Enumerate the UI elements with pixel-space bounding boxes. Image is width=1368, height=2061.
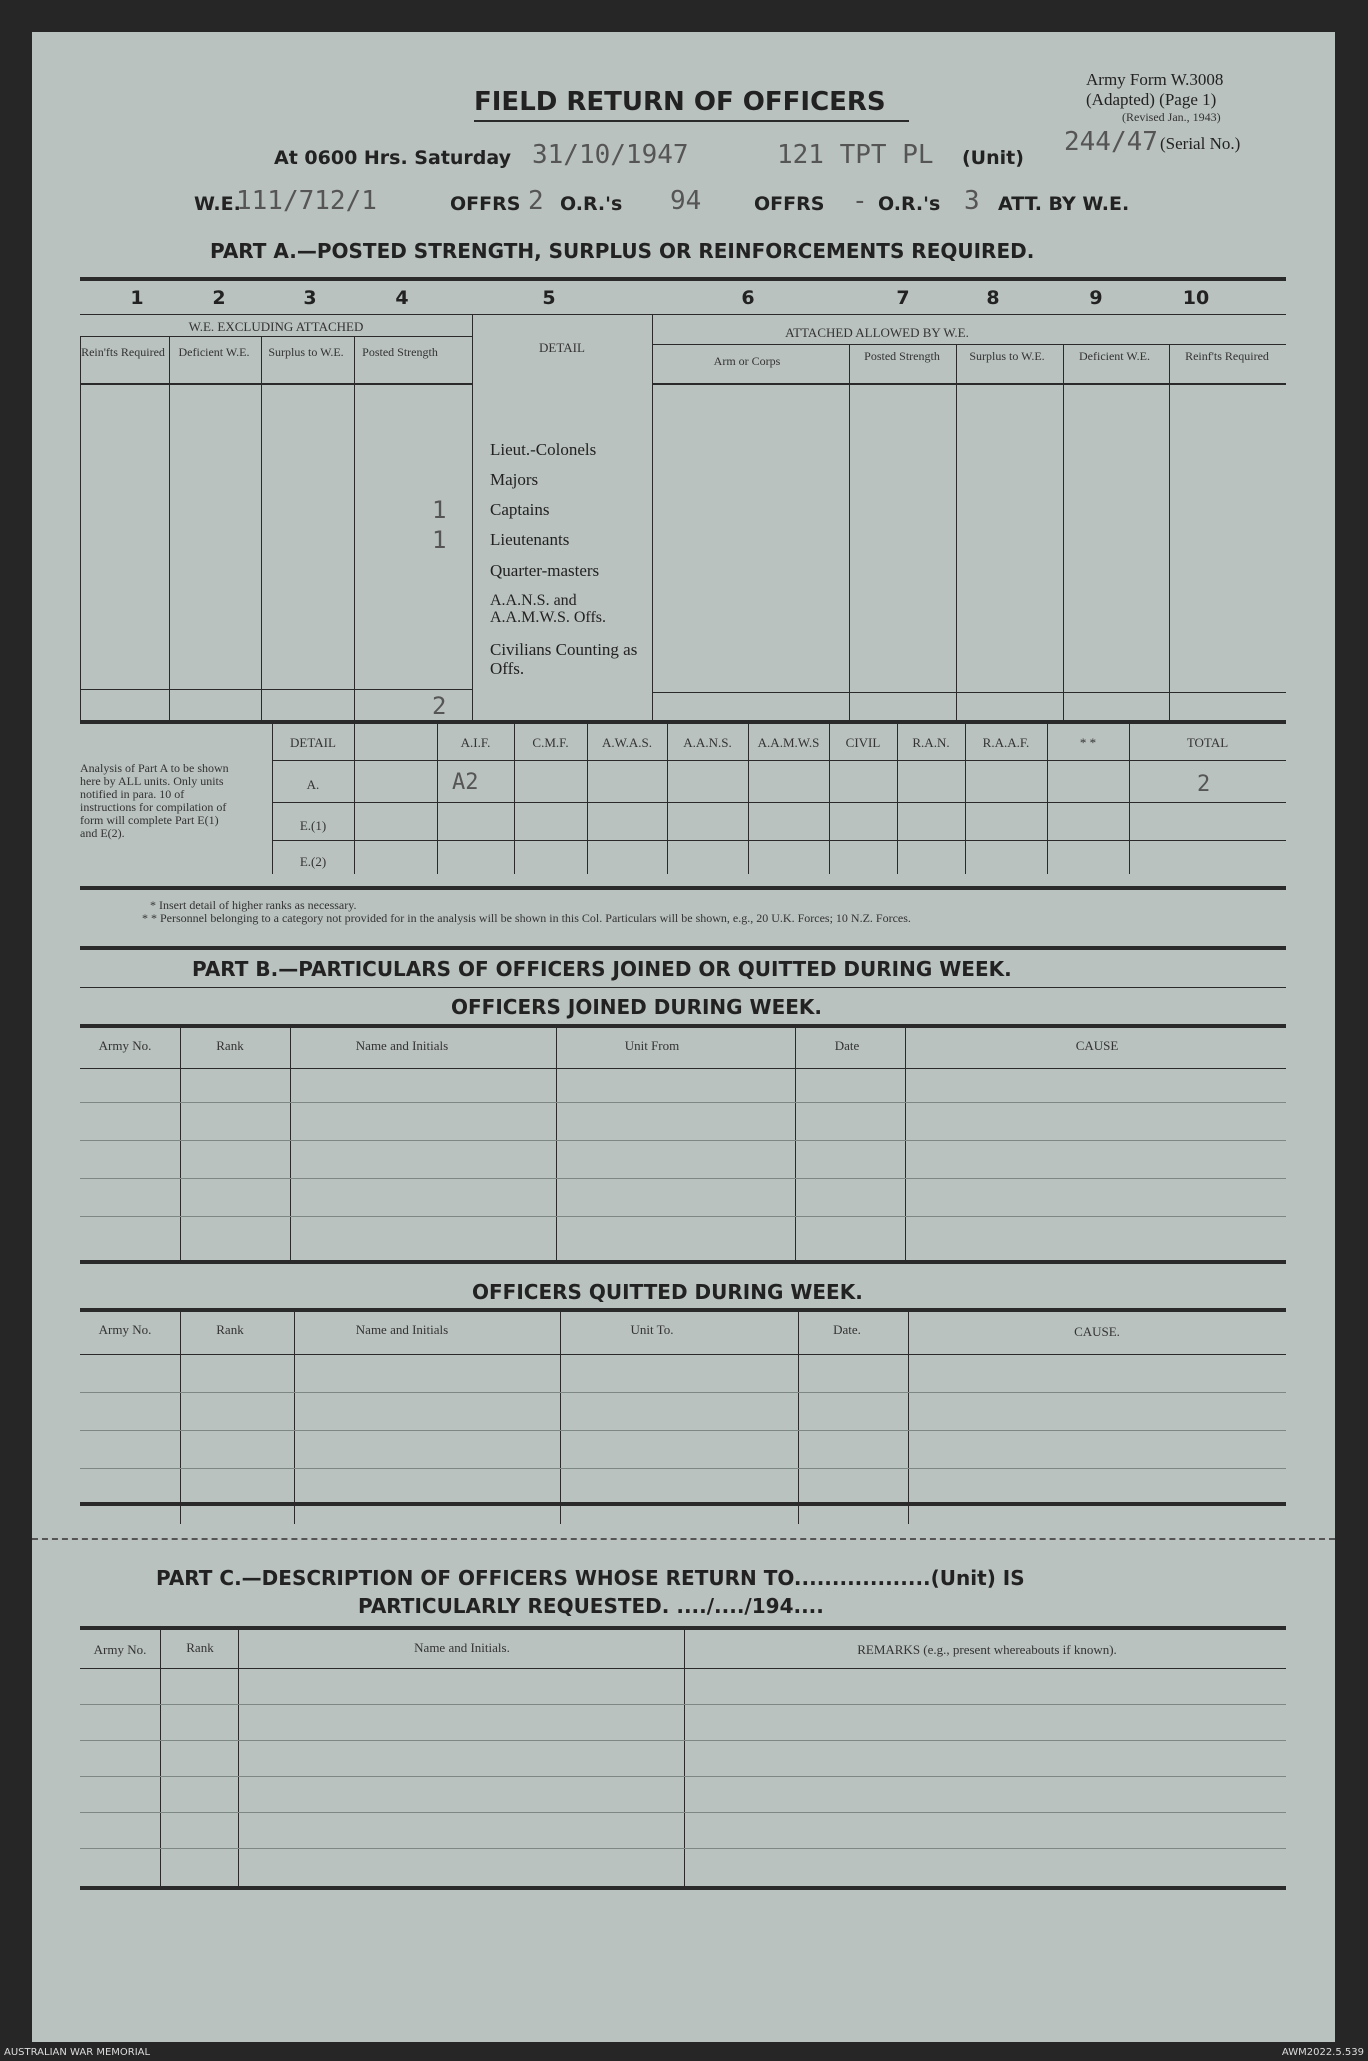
part-c-rule [80, 1848, 1286, 1849]
an-hdr-aif: A.I.F. [460, 735, 491, 750]
part-b-title: PART B.—PARTICULARS OF OFFICERS JOINED OR QUITTED DURING WEEK. [192, 957, 1012, 981]
group-left-header: W.E. EXCLUDING ATTACHED [188, 319, 364, 334]
partc-hdr-army-no: Army No. [93, 1642, 147, 1657]
part-a-rule [652, 314, 653, 720]
title-underline [474, 120, 909, 122]
col-num-6: 6 [741, 287, 755, 309]
offrs2-value: - [852, 186, 868, 216]
an-hdr-raaf: R.A.A.F. [982, 735, 1030, 750]
part-a-rule [652, 344, 1286, 345]
an-hdr-aamws: A.A.M.W.S [757, 735, 820, 750]
joined-rule [290, 1028, 291, 1260]
form-page [32, 32, 1335, 2042]
part-c-title-1: PART C.—DESCRIPTION OF OFFICERS WHOSE RETURN TO..................(Unit) IS [156, 1566, 1025, 1590]
quitted-rule [560, 1312, 561, 1524]
an-row-e1: E.(1) [299, 818, 327, 833]
serial-label: (Serial No.) [1160, 134, 1241, 153]
hdr-att-posted: Posted Strength [864, 349, 940, 363]
rank-captains: Captains [490, 500, 550, 519]
hdr-att-surplus: Surplus to W.E. [969, 349, 1045, 363]
joined-hdr-army-no: Army No. [98, 1038, 152, 1053]
joined-rule [180, 1028, 181, 1260]
col-num-7: 7 [896, 287, 910, 309]
quitted-rule [908, 1312, 909, 1524]
part-a-rule [80, 720, 1286, 724]
footer-archive-name: AUSTRALIAN WAR MEMORIAL [4, 2047, 151, 2058]
col-num-8: 8 [986, 287, 1000, 309]
an-hdr-aans: A.A.N.S. [683, 735, 732, 750]
quitted-rule [80, 1392, 1286, 1393]
joined-rule [80, 1260, 1286, 1264]
an-hdr-detail: DETAIL [290, 735, 336, 750]
joined-hdr-unit-from: Unit From [624, 1038, 680, 1053]
ors-value: 94 [670, 186, 702, 216]
part-c-title-2: PARTICULARLY REQUESTED. ..../..../194.... [358, 1594, 824, 1618]
col-num-5: 5 [542, 287, 556, 309]
an-aif-value: A2 [452, 770, 479, 795]
joined-rule [80, 1216, 1286, 1217]
part-a-rule [80, 336, 472, 337]
page-title: FIELD RETURN OF OFFICERS [474, 87, 886, 117]
joined-hdr-name: Name and Initials [355, 1038, 449, 1053]
joined-rule [80, 1102, 1286, 1103]
footnote-2: * * Personnel belonging to a category not provided for in the analysis will be shown in this Col. Particulars will be shown, e.g., 20 U.K. Forces; 10 N.Z. Forces. [142, 911, 911, 925]
unit-value: 121 TPT PL [777, 140, 934, 170]
quitted-hdr-date: Date. [833, 1322, 861, 1337]
quitted-rule [80, 1468, 1286, 1469]
rank-aans: A.A.N.S. and A.A.M.W.S. Offs. [490, 592, 607, 626]
part-c-rule [80, 1740, 1286, 1741]
part-c-rule [80, 1668, 1286, 1669]
an-hdr-awas: A.W.A.S. [601, 735, 653, 750]
analysis-rule [354, 724, 355, 874]
quitted-hdr-cause: CAUSE. [1074, 1324, 1120, 1339]
quitted-rule [80, 1354, 1286, 1355]
an-row-e2: E.(2) [299, 854, 327, 869]
perforation-line [32, 1538, 1335, 1540]
hdr-deficient: Deficient W.E. [178, 345, 250, 359]
part-a-rule [1169, 344, 1170, 720]
hdr-att-reinfts: Reinf'ts Required [1185, 349, 1269, 363]
part-a-rule [80, 314, 1286, 315]
part-a-title: PART A.—POSTED STRENGTH, SURPLUS OR REINFORCEMENTS REQUIRED. [210, 239, 1035, 263]
part-a-rule [472, 314, 473, 720]
posted-total: 2 [432, 692, 447, 720]
rank-quartermasters: Quarter-masters [490, 561, 600, 580]
col-num-4: 4 [395, 287, 409, 309]
posted-captains: 1 [432, 496, 447, 524]
serial-value: 244/47 [1064, 127, 1158, 157]
an-hdr-civil: CIVIL [845, 735, 881, 750]
part-a-rule [169, 336, 170, 720]
col-num-3: 3 [303, 287, 317, 309]
hdr-att-deficient: Deficient W.E. [1079, 349, 1150, 363]
part-b-rule [80, 1024, 1286, 1028]
quitted-rule [294, 1312, 295, 1524]
rank-lieut-colonels: Lieut.-Colonels [490, 440, 597, 459]
hdr-surplus: Surplus to W.E. [268, 345, 344, 359]
rank-lieutenants: Lieutenants [490, 530, 570, 549]
quitted-rule [80, 1308, 1286, 1312]
part-b-rule [80, 946, 1286, 950]
form-revised: (Revised Jan., 1943) [1122, 110, 1221, 124]
analysis-note: Analysis of Part A to be shown here by ALL units. Only units notified in para. 10 of instructions for compilation of form will complete Part E(1) and E(2). [80, 761, 229, 840]
joined-rule [80, 1068, 1286, 1069]
joined-rule [905, 1028, 906, 1260]
quitted-rule [180, 1312, 181, 1524]
we-value: 111/712/1 [236, 186, 377, 216]
analysis-rule [272, 802, 1286, 803]
hdr-arm-corps: Arm or Corps [713, 354, 781, 368]
quitted-hdr-name: Name and Initials [355, 1322, 449, 1337]
form-number: Army Form W.3008 [1086, 70, 1224, 89]
footnote-1: * Insert detail of higher ranks as necessary. [150, 898, 357, 912]
part-c-rule [80, 1886, 1286, 1890]
an-row-a: A. [306, 777, 320, 792]
part-a-top-rule [80, 277, 1286, 281]
joined-rule [556, 1028, 557, 1260]
offrs-label: OFFRS [450, 193, 521, 215]
analysis-rule [80, 886, 1286, 890]
joined-hdr-date: Date [834, 1038, 860, 1053]
analysis-rule [272, 760, 1286, 761]
quitted-rule [80, 1502, 1286, 1506]
offrs-value: 2 [528, 186, 544, 216]
quitted-hdr-rank: Rank [216, 1322, 244, 1337]
part-a-rule [80, 689, 472, 690]
part-a-rule [80, 383, 472, 385]
quitted-hdr-unit-to: Unit To. [630, 1322, 674, 1337]
rank-civilians: Civilians Counting as Offs. [490, 640, 638, 678]
part-a-rule [652, 383, 1286, 385]
part-a-rule [652, 692, 1286, 693]
an-hdr-ran: R.A.N. [912, 735, 950, 750]
posted-lieutenants: 1 [432, 526, 447, 554]
part-a-rule [849, 344, 850, 720]
joined-rule [80, 1178, 1286, 1179]
part-a-rule [1063, 344, 1064, 720]
quitted-title: OFFICERS QUITTED DURING WEEK. [472, 1280, 863, 1304]
an-hdr-total: TOTAL [1186, 735, 1229, 750]
hdr-detail: DETAIL [539, 340, 585, 355]
ors-label: O.R.'s [560, 193, 623, 215]
quitted-rule [798, 1312, 799, 1524]
offrs2-label: OFFRS [754, 193, 825, 215]
hdr-reinfts: Rein'fts Required [81, 345, 165, 359]
part-c-rule [80, 1812, 1286, 1813]
an-total-value: 2 [1197, 772, 1211, 797]
ors2-value: 3 [964, 186, 980, 216]
joined-rule [795, 1028, 796, 1260]
part-a-rule [956, 344, 957, 720]
hdr-posted: Posted Strength [362, 345, 438, 359]
col-num-2: 2 [212, 287, 226, 309]
quitted-rule [80, 1430, 1286, 1431]
analysis-rule [272, 840, 1286, 841]
date-value: 31/10/1947 [532, 140, 689, 170]
an-hdr-other: * * [1079, 735, 1097, 750]
group-right-header: ATTACHED ALLOWED BY W.E. [785, 325, 969, 340]
part-b-rule [80, 987, 1286, 988]
joined-hdr-cause: CAUSE [1075, 1038, 1119, 1053]
partc-hdr-remarks: REMARKS (e.g., present whereabouts if known). [857, 1642, 1117, 1657]
ors2-label: O.R.'s [878, 193, 941, 215]
quitted-hdr-army-no: Army No. [98, 1322, 152, 1337]
att-label: ATT. BY W.E. [998, 193, 1130, 215]
an-hdr-cmf: C.M.F. [532, 735, 569, 750]
joined-hdr-rank: Rank [216, 1038, 244, 1053]
at-label: At 0600 Hrs. Saturday [274, 147, 512, 169]
part-a-rule [354, 336, 355, 720]
part-c-rule [80, 1776, 1286, 1777]
form-adapted: (Adapted) (Page 1) [1086, 90, 1217, 109]
joined-rule [80, 1140, 1286, 1141]
part-c-rule [80, 1704, 1286, 1705]
partc-hdr-rank: Rank [186, 1640, 214, 1655]
col-num-10: 10 [1182, 287, 1210, 309]
joined-title: OFFICERS JOINED DURING WEEK. [451, 995, 823, 1019]
part-c-rule [80, 1626, 1286, 1630]
footer-accession-number: AWM2022.5.539 [1281, 2047, 1364, 2058]
we-label: W.E. [194, 193, 241, 215]
part-a-rule [80, 336, 81, 720]
col-num-9: 9 [1089, 287, 1103, 309]
unit-label: (Unit) [962, 147, 1024, 169]
rank-majors: Majors [490, 470, 539, 489]
part-a-rule [261, 336, 262, 720]
col-num-1: 1 [130, 287, 144, 309]
partc-hdr-name: Name and Initials. [414, 1640, 510, 1655]
